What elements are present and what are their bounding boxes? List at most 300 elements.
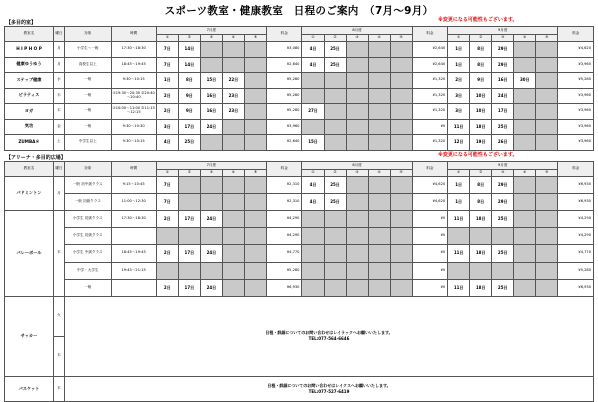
empty-cell [222,135,244,151]
empty-cell [346,57,368,73]
header-week: ④ [514,170,536,177]
session-date: 18日 [470,119,492,135]
header-week: ⑤ [536,170,558,177]
empty-cell [346,119,368,135]
class-name: ZUMBA® [5,135,54,151]
table-row [5,194,594,211]
empty-cell [492,262,514,279]
fee-cell: ¥3,960 [558,88,594,104]
header-target: 対象 [64,162,111,177]
header-week: ③ [200,35,222,42]
header-week: ② [470,35,492,42]
session-date: 24日 [200,211,222,228]
class-name: サッカー [5,296,54,376]
session-date: 29日 [492,42,514,58]
empty-cell [390,119,412,135]
target: 一般 [64,88,111,104]
empty-cell [390,245,412,262]
empty-cell [368,228,390,245]
header-week: ③ [492,170,514,177]
empty-cell [390,177,412,194]
empty-cell [200,57,222,73]
empty-cell [368,73,390,89]
table-row [5,376,594,401]
empty-cell [222,194,244,211]
session-date: 8日 [470,42,492,58]
target: 小学生 初級クラス [64,211,111,228]
session-date: 14日 [178,57,200,73]
empty-cell [390,279,412,296]
empty-cell [222,262,244,279]
fee-cell: ¥2,640 [266,57,302,73]
header-time: 時間 [111,162,156,177]
table-row [5,42,594,58]
weekday: 月 [53,57,64,73]
time: 9:30～10:15 [111,73,156,89]
header-week: ④ [222,35,244,42]
empty-cell [222,228,244,245]
empty-cell [324,245,346,262]
empty-cell [514,57,536,73]
session-date: 4日 [302,57,324,73]
class-name: バスケット [5,376,54,401]
session-date: 29日 [492,57,514,73]
empty-cell [368,135,390,151]
empty-cell [324,104,346,120]
fee-cell: ¥2,310 [266,194,302,211]
session-date: 25日 [178,135,200,151]
session-date: 16日 [200,104,222,120]
empty-cell [222,245,244,262]
time: 19:45～21:15 [111,262,156,279]
session-date: 2日 [156,279,178,296]
session-date: 29日 [492,177,514,194]
empty-cell [244,228,266,245]
session-date: 3日 [448,88,470,104]
empty-cell [346,104,368,120]
empty-cell [244,73,266,89]
empty-cell [390,88,412,104]
session-date: 2日 [156,211,178,228]
empty-cell [536,211,558,228]
empty-cell [346,88,368,104]
header-fee: 料金 [412,27,448,42]
header-week: ③ [492,35,514,42]
fee-cell: ¥4,770 [266,245,302,262]
empty-cell [156,262,178,279]
empty-cell [368,211,390,228]
session-date: 3日 [448,104,470,120]
empty-cell [346,262,368,279]
empty-cell [156,228,178,245]
empty-cell [244,88,266,104]
fee-cell: ¥2,640 [266,135,302,151]
fee-cell: ¥6,930 [558,279,594,296]
fee-cell: ¥2,640 [412,57,448,73]
session-date: 29日 [492,194,514,211]
empty-cell [200,262,222,279]
fee-cell: ¥5,280 [558,73,594,89]
empty-cell [200,135,222,151]
session-date: 4日 [302,42,324,58]
time: 9:30～10:30 [111,119,156,135]
fee-cell: ¥1,320 [412,104,448,120]
fee-cell: ¥5,280 [266,262,302,279]
fee-cell: ¥3,080 [266,42,302,58]
empty-cell [244,42,266,58]
empty-cell [200,42,222,58]
empty-cell [346,279,368,296]
table-row [5,88,594,104]
class-name: ピラティス [5,88,54,104]
header-week: ② [178,170,200,177]
time [111,228,156,245]
session-date: 1日 [448,177,470,194]
session-date: 18日 [470,245,492,262]
header-week: ① [156,170,178,177]
fee-cell: ¥5,280 [558,262,594,279]
session-date: 9日 [470,73,492,89]
empty-cell [368,88,390,104]
target: 小学生～一般 [64,42,111,58]
empty-cell [390,211,412,228]
header-month-m2: 8月度 [302,27,412,35]
empty-cell [178,177,200,194]
fee-cell: ¥6,930 [266,279,302,296]
session-date: 8日 [178,73,200,89]
session-date: 25日 [324,177,346,194]
session-date: 7日 [156,57,178,73]
fee-cell: ¥4,290 [558,211,594,228]
target: 中学・大学生 [64,262,111,279]
empty-cell [302,88,324,104]
fee-cell: ¥2,640 [412,42,448,58]
table-row [5,119,594,135]
empty-cell [200,177,222,194]
session-date: 17日 [178,245,200,262]
fee-cell: ¥4,290 [558,228,594,245]
target: 一般 初中級クラス [64,177,111,194]
session-date: 25日 [492,119,514,135]
fee-cell: ¥3,960 [266,119,302,135]
empty-cell [244,279,266,296]
session-date: 11日 [448,245,470,262]
session-date: 17日 [178,211,200,228]
header-month-m3: 9月度 [448,27,558,35]
fee-cell: ¥5,280 [266,88,302,104]
session-date: 10日 [470,104,492,120]
empty-cell [346,245,368,262]
header-month-m1: 7月度 [156,27,266,35]
header-time: 時間 [111,27,156,42]
session-date: 11日 [448,279,470,296]
empty-cell [368,194,390,211]
session-date: 23日 [222,88,244,104]
empty-cell [470,262,492,279]
empty-cell [244,245,266,262]
header-week: ① [302,35,324,42]
empty-cell [222,119,244,135]
empty-cell [514,104,536,120]
empty-cell [200,194,222,211]
header-week: ④ [368,170,390,177]
notice-1: ※変更になる可能性もございます。 [438,17,518,23]
empty-cell [368,245,390,262]
header-name: 教室名 [5,27,54,42]
header-week: ⑤ [536,35,558,42]
time: 17:30～18:30 [111,211,156,228]
weekday: 金 [53,119,64,135]
empty-cell [324,279,346,296]
empty-cell [514,279,536,296]
session-date: 2日 [156,245,178,262]
empty-cell [178,228,200,245]
header-week: ⑤ [390,35,412,42]
session-date: 7日 [156,177,178,194]
fee-cell: ¥1,320 [412,88,448,104]
fee-cell: ¥5,280 [266,73,302,89]
empty-cell [222,57,244,73]
empty-cell [390,73,412,89]
empty-cell [390,194,412,211]
target: 小学生 中級クラス [64,245,111,262]
session-date: 8日 [470,177,492,194]
session-date: 24日 [200,119,222,135]
empty-cell [492,228,514,245]
weekday: 木 [53,211,64,297]
empty-cell [244,57,266,73]
fee-cell: ¥0 [412,245,448,262]
session-date: 15日 [302,135,324,151]
header-week: ⑤ [244,35,266,42]
header-fee: 料金 [558,27,594,42]
empty-cell [324,211,346,228]
empty-cell [324,228,346,245]
target: 一般 [64,104,111,120]
session-date: 8日 [470,57,492,73]
session-date: 25日 [492,245,514,262]
fee-cell: ¥6,930 [558,177,594,194]
header-day: 曜日 [53,162,64,177]
session-date: 9日 [178,104,200,120]
session-date: 22日 [222,73,244,89]
empty-cell [324,88,346,104]
empty-cell [178,194,200,211]
session-date: 8日 [470,194,492,211]
weekday: 月 [53,177,64,211]
session-date: 24日 [492,88,514,104]
empty-cell [324,262,346,279]
class-name: ステップ健康 [5,73,54,89]
fee-cell: ¥6,930 [558,194,594,211]
fee-cell: ¥4,620 [412,194,448,211]
header-name: 教室名 [5,162,54,177]
target: 小学生 初級クラス [64,228,111,245]
empty-cell [448,228,470,245]
empty-cell [346,177,368,194]
session-date: 14日 [178,42,200,58]
empty-cell [222,211,244,228]
empty-cell [514,262,536,279]
table-row [5,279,594,296]
empty-cell [346,42,368,58]
time: 18:45～19:45 [111,57,156,73]
empty-cell [346,194,368,211]
session-date: 17日 [178,119,200,135]
class-name: H I P H O P [5,42,54,58]
empty-cell [390,104,412,120]
empty-cell [536,194,558,211]
header-month-m1: 7月度 [156,162,266,170]
target: 一般 初級クラス [64,194,111,211]
empty-cell [302,279,324,296]
fee-cell: ¥4,620 [558,42,594,58]
time: ①19:30～20:30 ②20:40～20:40 [111,88,156,104]
header-week: ③ [200,170,222,177]
empty-cell [448,262,470,279]
session-date: 10日 [470,88,492,104]
empty-cell [222,279,244,296]
time: 9:30～10:15 [111,135,156,151]
class-name: ヨガ [5,104,54,120]
empty-cell [244,177,266,194]
header-week: ② [470,170,492,177]
session-date: 26日 [492,135,514,151]
weekday: 木 [53,376,64,401]
empty-cell [244,135,266,151]
session-date: 25日 [324,57,346,73]
session-date: 2日 [448,73,470,89]
empty-cell [390,42,412,58]
empty-cell [514,119,536,135]
empty-cell [244,211,266,228]
empty-cell [514,245,536,262]
session-date: 24日 [200,245,222,262]
session-date: 18日 [470,279,492,296]
contact-tel: TEL:077-527-6419 [308,388,350,394]
empty-cell [536,262,558,279]
empty-cell [346,228,368,245]
empty-cell [346,211,368,228]
empty-cell [244,104,266,120]
empty-cell [390,228,412,245]
empty-cell [536,279,558,296]
empty-cell [390,262,412,279]
session-date: 12日 [448,135,470,151]
weekday: 木 [53,104,64,120]
fee-cell: ¥2,310 [266,177,302,194]
empty-cell [536,88,558,104]
contact-message [64,376,593,401]
header-week: ④ [222,170,244,177]
table-row [5,135,594,151]
table-row [5,228,594,245]
empty-cell [302,262,324,279]
empty-cell [514,135,536,151]
session-date: 19日 [470,135,492,151]
notice-2: ※変更になる可能性もございます。 [438,152,518,158]
fee-cell: ¥0 [412,262,448,279]
session-date: 1日 [448,194,470,211]
schedule-table-arena [4,161,594,402]
empty-cell [536,104,558,120]
empty-cell [470,228,492,245]
empty-cell [244,262,266,279]
weekday: 木 [53,336,64,376]
empty-cell [514,211,536,228]
session-date: 7日 [156,42,178,58]
session-date: 25日 [324,194,346,211]
section-label-arena: 【アリーナ・多目的広場】 [6,155,66,161]
weekday: 月 [53,42,64,58]
fee-cell: ¥0 [412,211,448,228]
header-week: ① [448,35,470,42]
empty-cell [536,228,558,245]
empty-cell [346,73,368,89]
header-week: ② [324,170,346,177]
session-date: 17日 [492,104,514,120]
contact-message [64,296,593,376]
header-target: 対象 [64,27,111,42]
fee-cell: ¥3,960 [558,135,594,151]
session-date: 7日 [156,194,178,211]
class-name: 気功 [5,119,54,135]
session-date: 1日 [448,57,470,73]
header-month-m3: 9月度 [448,162,558,170]
session-date: 24日 [200,279,222,296]
fee-cell: ¥5,280 [266,104,302,120]
fee-cell: ¥4,770 [558,245,594,262]
empty-cell [324,135,346,151]
time: 17:30～18:30 [111,42,156,58]
target: 一般 [64,73,111,89]
class-name: バドミントン [5,177,54,211]
class-name: 健康ゆうゆう [5,57,54,73]
header-week: ⑤ [390,170,412,177]
session-date: 3日 [156,119,178,135]
fee-cell: ¥0 [412,119,448,135]
empty-cell [390,57,412,73]
empty-cell [536,135,558,151]
empty-cell [536,73,558,89]
session-date: 25日 [492,211,514,228]
empty-cell [368,279,390,296]
header-day: 曜日 [53,27,64,42]
contact-text: 日程・詳細についてのお問い合わせはレイクスへお願いいたします。 [267,382,391,388]
header-fee: 料金 [558,162,594,177]
session-date: 15日 [200,73,222,89]
fee-cell: ¥4,290 [266,228,302,245]
session-date: 16日 [492,73,514,89]
empty-cell [324,73,346,89]
schedule-table-multipurpose [4,26,594,151]
empty-cell [514,177,536,194]
fee-cell: ¥1,320 [412,73,448,89]
contact-tel: TEL:077-564-6646 [308,336,350,342]
target: 高校生以上 [64,57,111,73]
table-row [5,104,594,120]
header-week: ④ [368,35,390,42]
table-row [5,57,594,73]
empty-cell [222,177,244,194]
empty-cell [244,119,266,135]
header-fee: 料金 [266,27,302,42]
session-date: 2日 [156,104,178,120]
empty-cell [514,228,536,245]
empty-cell [368,119,390,135]
header-week: ④ [514,35,536,42]
fee-cell: ¥0 [412,279,448,296]
